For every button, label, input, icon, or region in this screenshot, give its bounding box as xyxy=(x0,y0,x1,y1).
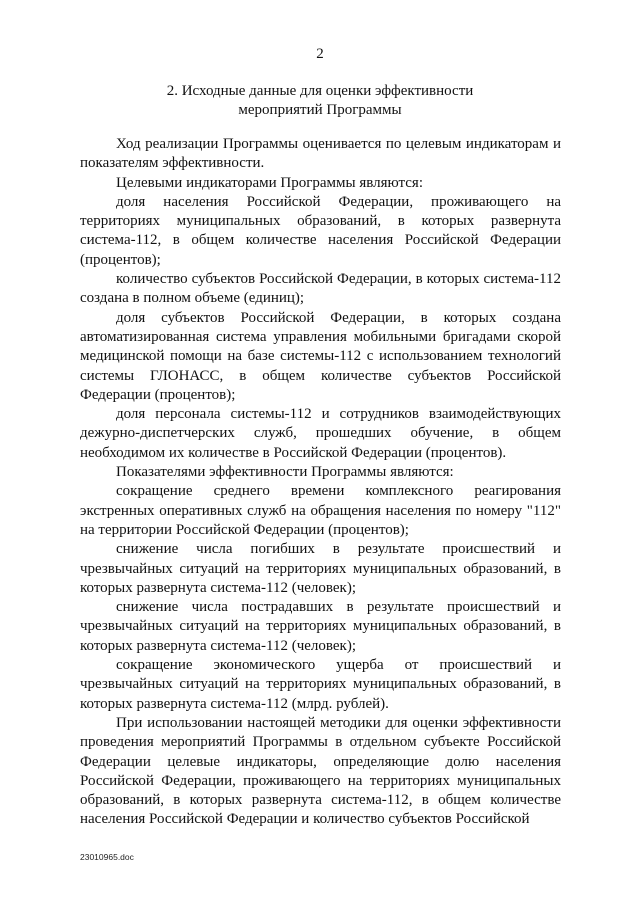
paragraph-index-3: снижение числа пострадавших в результате происшествий и чрезвычайных ситуаций на территориях муниципальных образований, в которых развернута система-112 (человек); xyxy=(80,599,561,654)
footer-filename: 23010965.doc xyxy=(80,852,134,862)
paragraph-indicator-2: количество субъектов Российской Федерации, в которых система-112 создана в полном объеме (единиц); xyxy=(80,271,561,307)
paragraph-indexes-heading: Показателями эффективности Программы являются: xyxy=(116,464,454,481)
paragraph-indicator-1: доля населения Российской Федерации, проживающего на территориях муниципальных образований, в которых развернута система-112, в общем количестве населения Российской Федерации (процентов); xyxy=(80,193,561,268)
section-heading xyxy=(80,82,560,120)
paragraph-indicator-3: доля субъектов Российской Федерации, в которых создана автоматизированная система управления мобильными бригадами скорой медицинской помощи на базе системы-112 с использованием технологий системы ГЛОНАСС, в общем количестве субъектов Российской Федерации (процентов); xyxy=(80,309,561,403)
section-heading-line-1: 2. Исходные данные для оценки эффективности xyxy=(166,83,474,99)
paragraph-index-4: сокращение экономического ущерба от происшествий и чрезвычайных ситуаций на территориях муниципальных образований, в которых развернута система-112 (млрд. рублей). xyxy=(80,657,561,712)
paragraph-index-2: снижение числа погибших в результате происшествий и чрезвычайных ситуаций на территориях муниципальных образований, в которых развернута система-112 (человек); xyxy=(80,541,561,596)
paragraph-indicators-heading: Целевыми индикаторами Программы являются: xyxy=(116,174,423,191)
document-body xyxy=(80,135,561,830)
page-number: 2 xyxy=(316,46,324,62)
paragraph-indicator-4: доля персонала системы-112 и сотрудников взаимодействующих дежурно-диспетчерских служб, прошедших обучение, в общем необходимом их количестве в Российской Федерации (процентов). xyxy=(80,406,561,461)
paragraph-methodology: При использовании настоящей методики для оценки эффективности проведения мероприятий Программы в отдельном субъекте Российской Федерации целевые индикаторы, определяющие долю населения Российской Федерации, проживающего на территориях муниципальных образований, в которых развернута система-112, в общем количестве населения Российской Федерации и количество субъектов Российской xyxy=(80,714,561,828)
paragraph-intro: Ход реализации Программы оценивается по целевым индикаторам и показателям эффективности. xyxy=(80,136,561,172)
paragraph-index-1: сокращение среднего времени комплексного реагирования экстренных оперативных служб на обращения населения по номеру "112" на территории Российской Федерации (процентов); xyxy=(80,483,561,538)
section-heading-line-2: мероприятий Программы xyxy=(238,102,402,118)
